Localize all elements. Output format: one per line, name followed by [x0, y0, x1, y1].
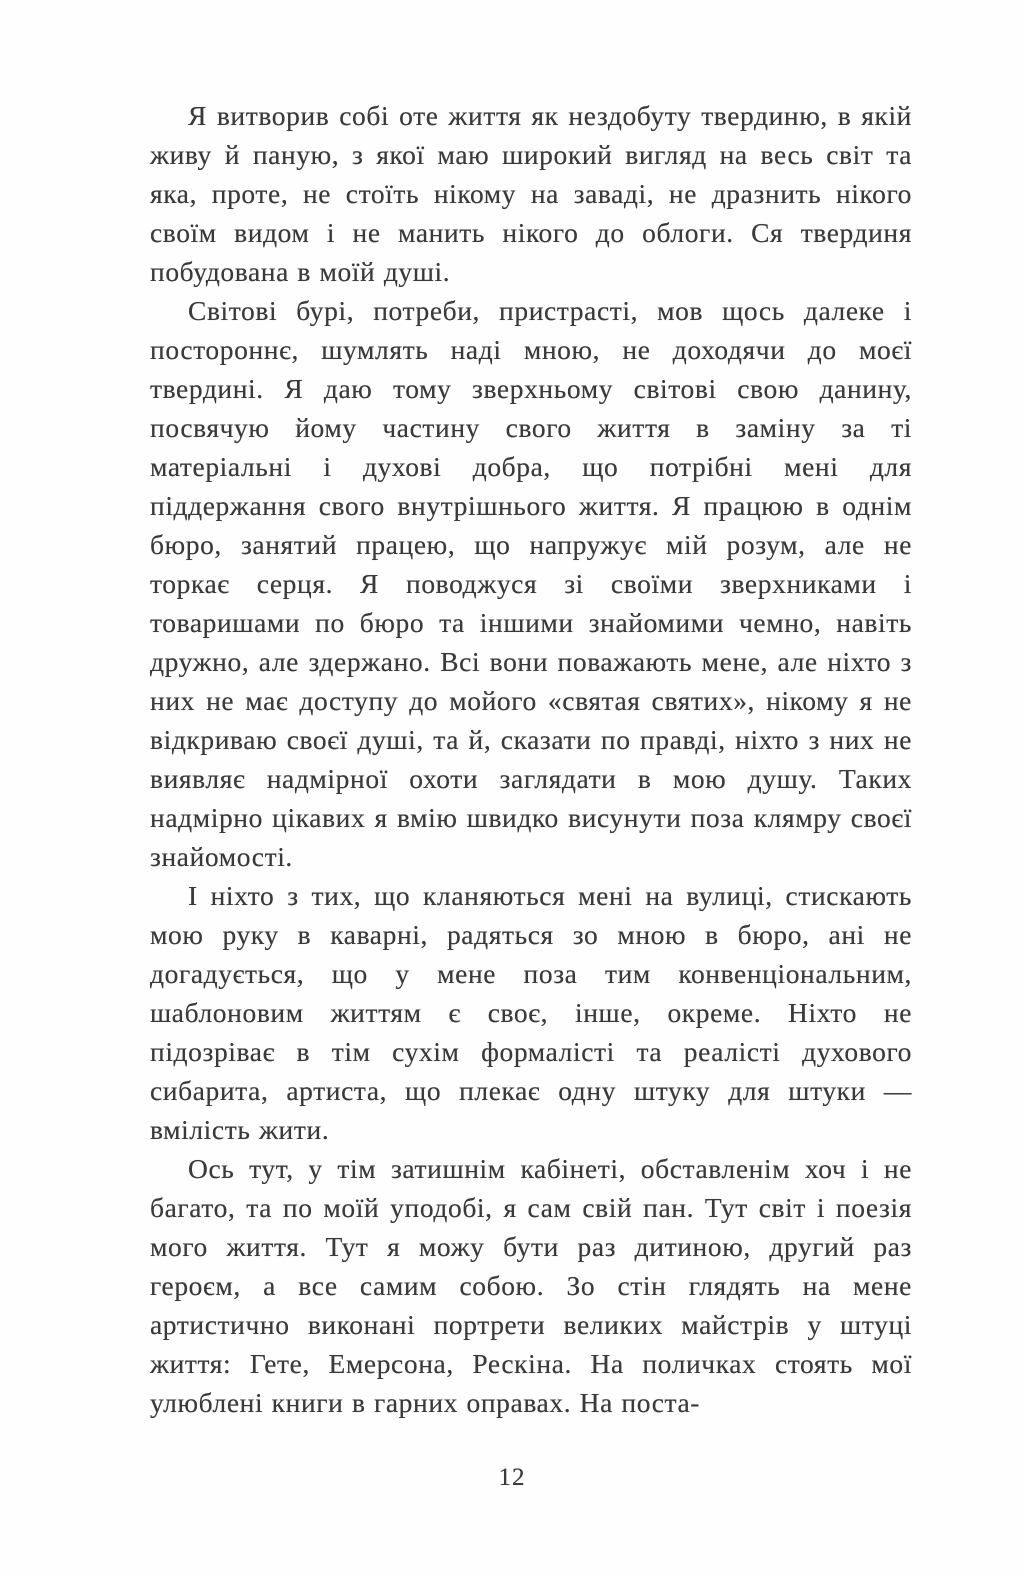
paragraph-4: Ось тут, у тім затишнім кабінеті, обставленім хоч і не багато, та по моїй уподобі, я сам свій пан. Тут світ і поезія мого життя. Тут я можу бути раз дитиною, другий раз героєм, а все самим собою. Зо стін глядять на мене артистично виконані портрети великих майстрів у штуці життя: Гете, Емерсона, Рескіна. На поличках стоять мої улюблені книги в гарних оправах. На поста-: [150, 1153, 912, 1418]
paragraph-1: Я витворив собі оте життя як нездобуту твердиню, в якій живу й паную, з якої маю широкий вигляд на весь світ та яка, проте, не стоїть нікому на заваді, не дразнить нікого своїм видом і не манить нікого до облоги. Ся твердиня побудована в моїй душі.: [150, 100, 912, 287]
page-text: [150, 96, 912, 1422]
page-number: 12: [498, 1464, 526, 1491]
paragraph-2: Світові бурі, потреби, пристрасті, мов щось далеке і постороннє, шумлять наді мною, не доходячи до моєї твердині. Я даю тому зверхньому світові свою данину, посвячую йому частину свого життя в заміну за ті матеріальні і духові добра, що потрібні мені для піддержання свого внутрішнього життя. Я працюю в однім бюро, занятий працею, що напружує мій розум, але не торкає серця. Я поводжуся зі своїми зверхниками і товаришами по бюро та іншими знайомими чемно, навіть дружно, але здержано. Всі вони поважають мене, але ніхто з них не має доступу до мойого «святая святих», нікому я не відкриваю своєї душі, та й, сказати по правді, ніхто з них не виявляє надмірної охоти заглядати в мою душу. Таких надмірно цікавих я вмію швидко висунути поза клямру своєї знайомості.: [150, 295, 912, 872]
page-footer: [0, 1464, 1024, 1492]
paragraph-3: І ніхто з тих, що кланяються мені на вулиці, стискають мою руку в каварні, радяться зо мною в бюро, ані не догадується, що у мене поза тим конвенціональним, шаблоновим життям є своє, інше, окреме. Ніхто не підозріває в тім сухім формалісті та реалісті духового сибарита, артиста, що плекає одну штуку для штуки — вмілість жити.: [150, 880, 912, 1145]
